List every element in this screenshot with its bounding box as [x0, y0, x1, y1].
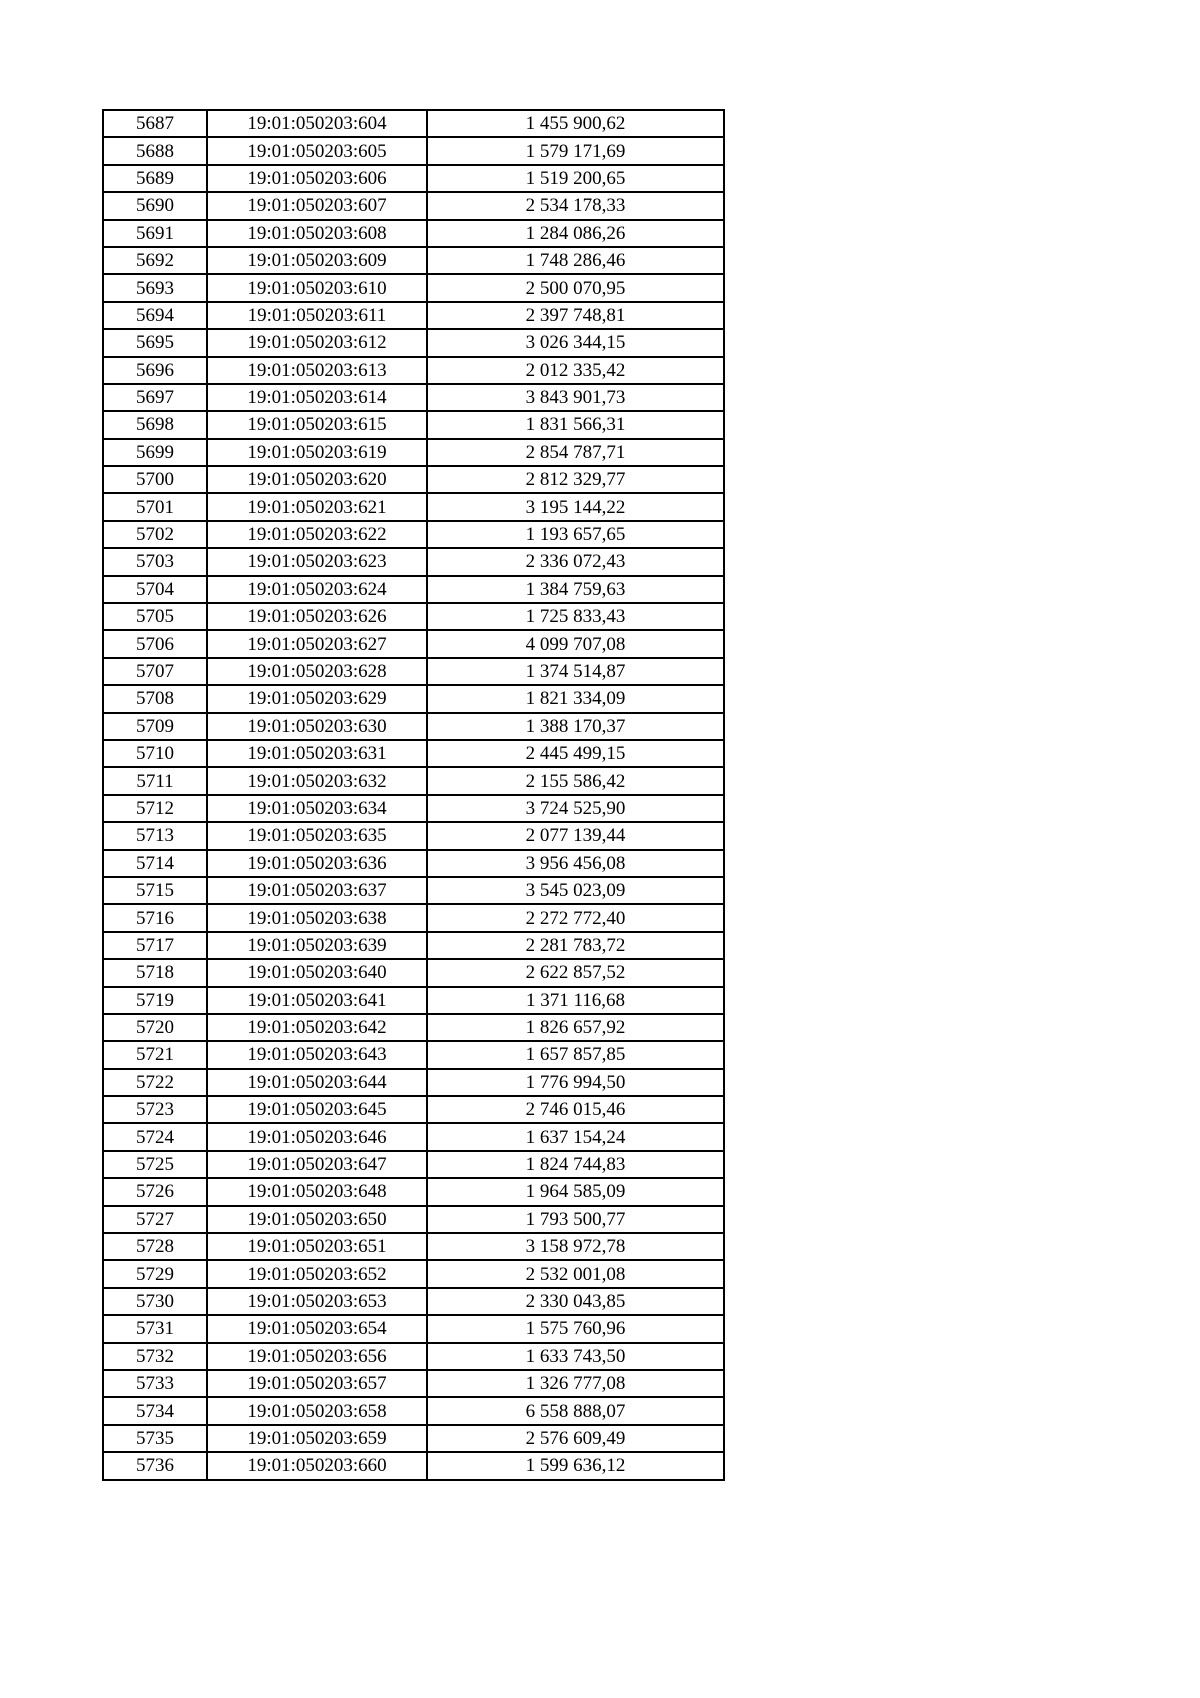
row-number-cell: 5692 — [103, 247, 207, 274]
cadastral-value-cell: 2 576 609,49 — [427, 1425, 724, 1452]
cadastral-value-cell: 2 077 139,44 — [427, 822, 724, 849]
cadastral-number-cell: 19:01:050203:656 — [207, 1343, 427, 1370]
cadastral-value-cell: 2 281 783,72 — [427, 932, 724, 959]
cadastral-value-cell: 2 336 072,43 — [427, 548, 724, 575]
row-number-cell: 5727 — [103, 1206, 207, 1233]
table-row — [103, 1041, 724, 1068]
table-row — [103, 603, 724, 630]
cadastral-value-cell: 1 725 833,43 — [427, 603, 724, 630]
table-row — [103, 850, 724, 877]
cadastral-number-cell: 19:01:050203:622 — [207, 521, 427, 548]
cadastral-value-cell: 1 776 994,50 — [427, 1069, 724, 1096]
row-number-cell: 5698 — [103, 411, 207, 438]
cadastral-value-cell: 1 371 116,68 — [427, 987, 724, 1014]
table-row — [103, 1425, 724, 1452]
cadastral-value-cell: 3 158 972,78 — [427, 1233, 724, 1260]
table-row — [103, 384, 724, 411]
table-row — [103, 987, 724, 1014]
table-row — [103, 165, 724, 192]
row-number-cell: 5687 — [103, 110, 207, 137]
cadastral-number-cell: 19:01:050203:652 — [207, 1260, 427, 1287]
cadastral-value-cell: 1 793 500,77 — [427, 1206, 724, 1233]
table-row — [103, 274, 724, 301]
table-row — [103, 192, 724, 219]
cadastral-number-cell: 19:01:050203:619 — [207, 439, 427, 466]
table-row — [103, 1123, 724, 1150]
cadastral-number-cell: 19:01:050203:606 — [207, 165, 427, 192]
table-row — [103, 795, 724, 822]
row-number-cell: 5693 — [103, 274, 207, 301]
row-number-cell: 5731 — [103, 1315, 207, 1342]
cadastral-number-cell: 19:01:050203:631 — [207, 740, 427, 767]
row-number-cell: 5712 — [103, 795, 207, 822]
row-number-cell: 5690 — [103, 192, 207, 219]
table-row — [103, 1452, 724, 1479]
row-number-cell: 5713 — [103, 822, 207, 849]
cadastral-value-cell: 1 579 171,69 — [427, 137, 724, 164]
cadastral-number-cell: 19:01:050203:653 — [207, 1288, 427, 1315]
row-number-cell: 5691 — [103, 220, 207, 247]
table-row — [103, 548, 724, 575]
cadastral-value-cell: 2 622 857,52 — [427, 959, 724, 986]
row-number-cell: 5710 — [103, 740, 207, 767]
cadastral-value-cell: 3 026 344,15 — [427, 329, 724, 356]
cadastral-value-cell: 1 193 657,65 — [427, 521, 724, 548]
cadastral-value-cell: 1 826 657,92 — [427, 1014, 724, 1041]
row-number-cell: 5707 — [103, 658, 207, 685]
cadastral-value-cell: 1 384 759,63 — [427, 576, 724, 603]
table-row — [103, 630, 724, 657]
row-number-cell: 5709 — [103, 713, 207, 740]
row-number-cell: 5715 — [103, 877, 207, 904]
table-row — [103, 411, 724, 438]
row-number-cell: 5697 — [103, 384, 207, 411]
cadastral-value-cell: 3 545 023,09 — [427, 877, 724, 904]
row-number-cell: 5716 — [103, 904, 207, 931]
cadastral-value-cell: 2 534 178,33 — [427, 192, 724, 219]
cadastral-value-cell: 1 284 086,26 — [427, 220, 724, 247]
cadastral-value-cell: 2 397 748,81 — [427, 302, 724, 329]
table-row — [103, 713, 724, 740]
cadastral-number-cell: 19:01:050203:641 — [207, 987, 427, 1014]
cadastral-value-cell: 1 455 900,62 — [427, 110, 724, 137]
cadastral-number-cell: 19:01:050203:647 — [207, 1151, 427, 1178]
table-row — [103, 466, 724, 493]
cadastral-value-cell: 2 746 015,46 — [427, 1096, 724, 1123]
table-row — [103, 137, 724, 164]
table-row — [103, 1315, 724, 1342]
table-row — [103, 1206, 724, 1233]
row-number-cell: 5725 — [103, 1151, 207, 1178]
row-number-cell: 5729 — [103, 1260, 207, 1287]
cadastral-number-cell: 19:01:050203:629 — [207, 685, 427, 712]
table-row — [103, 904, 724, 931]
cadastral-number-cell: 19:01:050203:632 — [207, 767, 427, 794]
cadastral-value-cell: 2 500 070,95 — [427, 274, 724, 301]
table-row — [103, 959, 724, 986]
cadastral-number-cell: 19:01:050203:650 — [207, 1206, 427, 1233]
row-number-cell: 5700 — [103, 466, 207, 493]
cadastral-number-cell: 19:01:050203:640 — [207, 959, 427, 986]
table-row — [103, 1260, 724, 1287]
table-row — [103, 685, 724, 712]
cadastral-value-cell: 1 388 170,37 — [427, 713, 724, 740]
cadastral-value-cell: 2 330 043,85 — [427, 1288, 724, 1315]
cadastral-number-cell: 19:01:050203:660 — [207, 1452, 427, 1479]
table-row — [103, 767, 724, 794]
cadastral-number-cell: 19:01:050203:643 — [207, 1041, 427, 1068]
cadastral-number-cell: 19:01:050203:607 — [207, 192, 427, 219]
cadastral-number-cell: 19:01:050203:604 — [207, 110, 427, 137]
cadastral-number-cell: 19:01:050203:612 — [207, 329, 427, 356]
cadastral-number-cell: 19:01:050203:636 — [207, 850, 427, 877]
table-body — [103, 110, 724, 1480]
row-number-cell: 5714 — [103, 850, 207, 877]
table-row — [103, 1233, 724, 1260]
cadastral-value-cell: 1 831 566,31 — [427, 411, 724, 438]
cadastral-number-cell: 19:01:050203:630 — [207, 713, 427, 740]
row-number-cell: 5696 — [103, 357, 207, 384]
cadastral-number-cell: 19:01:050203:623 — [207, 548, 427, 575]
row-number-cell: 5708 — [103, 685, 207, 712]
cadastral-value-cell: 1 326 777,08 — [427, 1370, 724, 1397]
row-number-cell: 5721 — [103, 1041, 207, 1068]
table-row — [103, 220, 724, 247]
cadastral-value-cell: 2 155 586,42 — [427, 767, 724, 794]
cadastral-number-cell: 19:01:050203:609 — [207, 247, 427, 274]
table-row — [103, 877, 724, 904]
cadastral-value-cell: 1 637 154,24 — [427, 1123, 724, 1150]
row-number-cell: 5718 — [103, 959, 207, 986]
table-row — [103, 576, 724, 603]
table-row — [103, 658, 724, 685]
cadastral-number-cell: 19:01:050203:605 — [207, 137, 427, 164]
row-number-cell: 5730 — [103, 1288, 207, 1315]
cadastral-number-cell: 19:01:050203:651 — [207, 1233, 427, 1260]
cadastral-number-cell: 19:01:050203:644 — [207, 1069, 427, 1096]
row-number-cell: 5703 — [103, 548, 207, 575]
cadastral-number-cell: 19:01:050203:657 — [207, 1370, 427, 1397]
table-row — [103, 932, 724, 959]
cadastral-value-cell: 1 964 585,09 — [427, 1178, 724, 1205]
table-row — [103, 1370, 724, 1397]
row-number-cell: 5695 — [103, 329, 207, 356]
table-row — [103, 1288, 724, 1315]
cadastral-number-cell: 19:01:050203:628 — [207, 658, 427, 685]
cadastral-number-cell: 19:01:050203:635 — [207, 822, 427, 849]
row-number-cell: 5723 — [103, 1096, 207, 1123]
row-number-cell: 5736 — [103, 1452, 207, 1479]
cadastral-value-cell: 2 272 772,40 — [427, 904, 724, 931]
row-number-cell: 5734 — [103, 1397, 207, 1424]
cadastral-number-cell: 19:01:050203:638 — [207, 904, 427, 931]
cadastral-number-cell: 19:01:050203:626 — [207, 603, 427, 630]
cadastral-value-cell: 3 195 144,22 — [427, 493, 724, 520]
cadastral-number-cell: 19:01:050203:634 — [207, 795, 427, 822]
cadastral-number-cell: 19:01:050203:639 — [207, 932, 427, 959]
cadastral-number-cell: 19:01:050203:610 — [207, 274, 427, 301]
table-row — [103, 1151, 724, 1178]
cadastral-number-cell: 19:01:050203:642 — [207, 1014, 427, 1041]
row-number-cell: 5704 — [103, 576, 207, 603]
table-row — [103, 329, 724, 356]
row-number-cell: 5705 — [103, 603, 207, 630]
row-number-cell: 5688 — [103, 137, 207, 164]
cadastral-value-cell: 4 099 707,08 — [427, 630, 724, 657]
cadastral-value-cell: 3 724 525,90 — [427, 795, 724, 822]
table-row — [103, 822, 724, 849]
table-row — [103, 1397, 724, 1424]
cadastral-number-cell: 19:01:050203:658 — [207, 1397, 427, 1424]
cadastral-value-table — [102, 109, 725, 1481]
cadastral-number-cell: 19:01:050203:646 — [207, 1123, 427, 1150]
cadastral-value-cell: 2 532 001,08 — [427, 1260, 724, 1287]
table-row — [103, 521, 724, 548]
cadastral-value-cell: 1 748 286,46 — [427, 247, 724, 274]
cadastral-number-cell: 19:01:050203:614 — [207, 384, 427, 411]
table-row — [103, 493, 724, 520]
cadastral-value-cell: 1 821 334,09 — [427, 685, 724, 712]
cadastral-number-cell: 19:01:050203:615 — [207, 411, 427, 438]
table-row — [103, 1014, 724, 1041]
row-number-cell: 5717 — [103, 932, 207, 959]
row-number-cell: 5735 — [103, 1425, 207, 1452]
row-number-cell: 5720 — [103, 1014, 207, 1041]
cadastral-value-cell: 2 812 329,77 — [427, 466, 724, 493]
row-number-cell: 5728 — [103, 1233, 207, 1260]
cadastral-value-cell: 2 854 787,71 — [427, 439, 724, 466]
cadastral-number-cell: 19:01:050203:659 — [207, 1425, 427, 1452]
table-row — [103, 1096, 724, 1123]
row-number-cell: 5711 — [103, 767, 207, 794]
cadastral-number-cell: 19:01:050203:654 — [207, 1315, 427, 1342]
cadastral-number-cell: 19:01:050203:645 — [207, 1096, 427, 1123]
cadastral-value-cell: 2 012 335,42 — [427, 357, 724, 384]
cadastral-number-cell: 19:01:050203:611 — [207, 302, 427, 329]
row-number-cell: 5724 — [103, 1123, 207, 1150]
row-number-cell: 5702 — [103, 521, 207, 548]
cadastral-value-cell: 1 633 743,50 — [427, 1343, 724, 1370]
table-row — [103, 1343, 724, 1370]
row-number-cell: 5701 — [103, 493, 207, 520]
row-number-cell: 5699 — [103, 439, 207, 466]
table-row — [103, 357, 724, 384]
row-number-cell: 5732 — [103, 1343, 207, 1370]
row-number-cell: 5733 — [103, 1370, 207, 1397]
row-number-cell: 5706 — [103, 630, 207, 657]
row-number-cell: 5694 — [103, 302, 207, 329]
cadastral-number-cell: 19:01:050203:627 — [207, 630, 427, 657]
cadastral-value-cell: 1 374 514,87 — [427, 658, 724, 685]
cadastral-value-cell: 2 445 499,15 — [427, 740, 724, 767]
cadastral-value-cell: 1 575 760,96 — [427, 1315, 724, 1342]
cadastral-number-cell: 19:01:050203:608 — [207, 220, 427, 247]
cadastral-value-cell: 3 956 456,08 — [427, 850, 724, 877]
cadastral-number-cell: 19:01:050203:637 — [207, 877, 427, 904]
row-number-cell: 5726 — [103, 1178, 207, 1205]
cadastral-number-cell: 19:01:050203:620 — [207, 466, 427, 493]
cadastral-value-cell: 1 824 744,83 — [427, 1151, 724, 1178]
cadastral-number-cell: 19:01:050203:621 — [207, 493, 427, 520]
cadastral-number-cell: 19:01:050203:613 — [207, 357, 427, 384]
row-number-cell: 5719 — [103, 987, 207, 1014]
table-row — [103, 1178, 724, 1205]
row-number-cell: 5689 — [103, 165, 207, 192]
table-row — [103, 439, 724, 466]
cadastral-value-cell: 1 599 636,12 — [427, 1452, 724, 1479]
cadastral-value-cell: 3 843 901,73 — [427, 384, 724, 411]
cadastral-value-cell: 6 558 888,07 — [427, 1397, 724, 1424]
row-number-cell: 5722 — [103, 1069, 207, 1096]
table-row — [103, 1069, 724, 1096]
table-row — [103, 247, 724, 274]
cadastral-value-cell: 1 519 200,65 — [427, 165, 724, 192]
table-row — [103, 302, 724, 329]
table-row — [103, 740, 724, 767]
cadastral-number-cell: 19:01:050203:648 — [207, 1178, 427, 1205]
cadastral-number-cell: 19:01:050203:624 — [207, 576, 427, 603]
table-row — [103, 110, 724, 137]
cadastral-value-cell: 1 657 857,85 — [427, 1041, 724, 1068]
